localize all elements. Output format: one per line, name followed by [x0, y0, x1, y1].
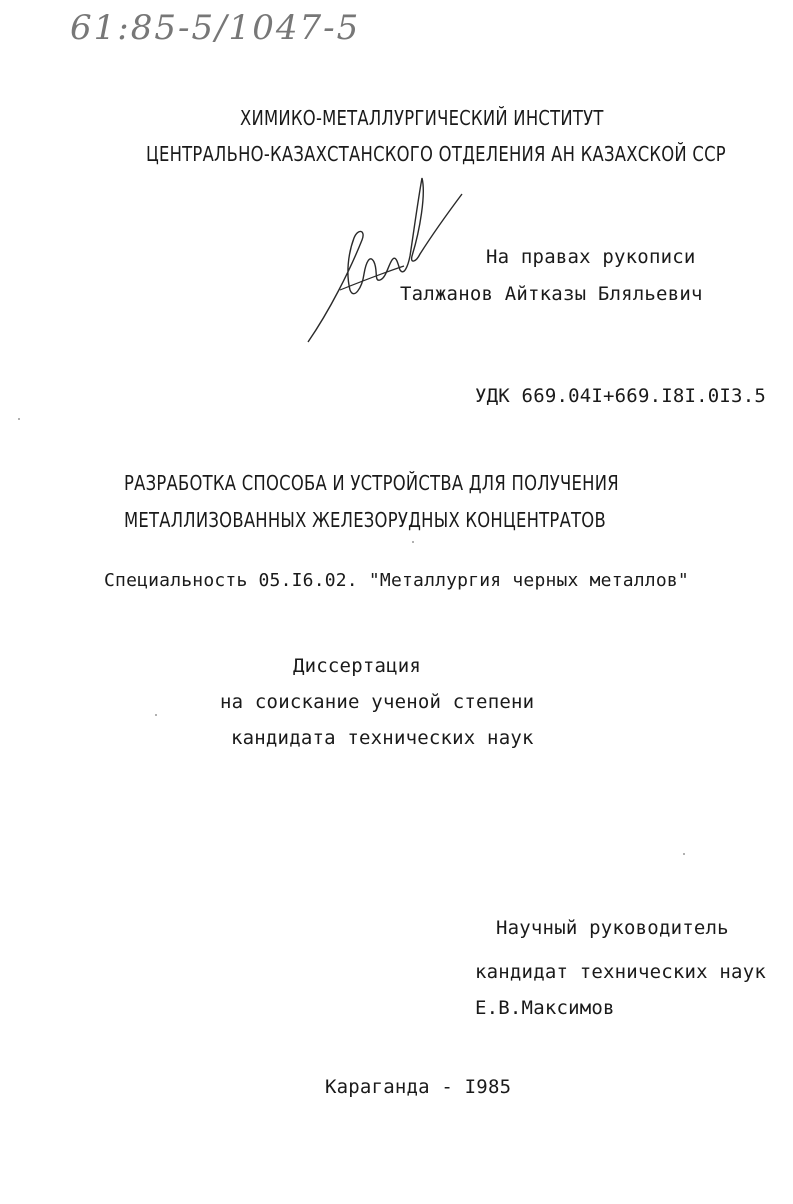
udk-code: УДК 669.04I+669.I8I.0I3.5	[475, 385, 766, 407]
supervisor-label: Научный руководитель	[496, 917, 729, 939]
title-line-2: МЕТАЛЛИЗОВАННЫХ ЖЕЛЕЗОРУДНЫХ КОНЦЕНТРАТОВ	[124, 508, 606, 532]
manuscript-rights: На правах рукописи	[486, 246, 696, 268]
header-department: ЦЕНТРАЛЬНО-КАЗАХСТАНСКОГО ОТДЕЛЕНИЯ АН КАЗАХСКОЙ ССР	[146, 142, 726, 166]
thesis-type: Диссертация	[293, 655, 422, 677]
supervisor-name: Е.В.Максимов	[475, 997, 615, 1019]
scan-speck	[412, 541, 414, 543]
author-signature	[300, 170, 470, 350]
scan-speck	[155, 714, 157, 716]
scan-speck	[18, 418, 20, 420]
city-year: Караганда - I985	[325, 1076, 512, 1098]
supervisor-degree: кандидат технических наук	[475, 961, 766, 983]
title-line-1: РАЗРАБОТКА СПОСОБА И УСТРОЙСТВА ДЛЯ ПОЛУЧЕНИЯ	[124, 471, 619, 495]
header-institute: ХИМИКО-МЕТАЛЛУРГИЧЕСКИЙ ИНСТИТУТ	[240, 106, 604, 130]
thesis-degree: кандидата технических наук	[231, 727, 534, 749]
author-name: Талжанов Айтказы Бляльевич	[400, 283, 703, 305]
thesis-purpose: на соискание ученой степени	[220, 691, 535, 713]
scan-speck	[683, 853, 685, 855]
specialty: Специальность 05.I6.02. "Металлургия черных металлов"	[104, 570, 689, 591]
archive-handwritten-mark: 61:85-5/1047-5	[70, 8, 361, 48]
